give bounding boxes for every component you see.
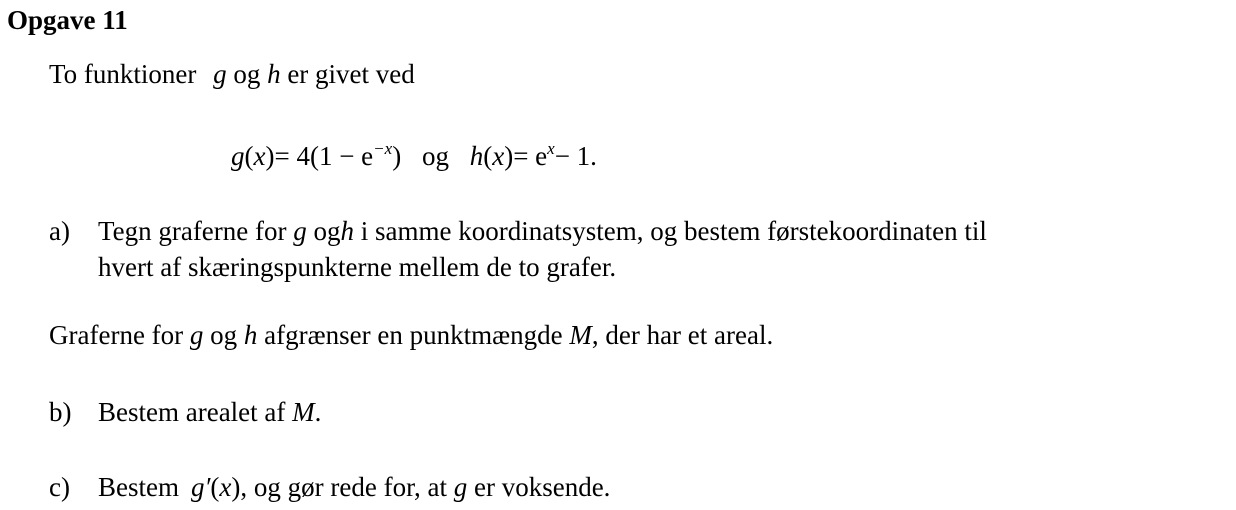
question-c-x: x bbox=[219, 472, 232, 502]
intro-h: h bbox=[267, 59, 281, 89]
question-c-middle: , og gør rede for, at bbox=[240, 472, 447, 502]
intro-text-end: er givet ved bbox=[287, 59, 415, 89]
area-statement bbox=[49, 318, 773, 352]
question-a-h: h bbox=[340, 216, 354, 246]
question-a-og: og bbox=[313, 216, 341, 246]
statement-h: h bbox=[243, 320, 258, 350]
g-exponent: −x bbox=[373, 139, 393, 158]
statement-M: M bbox=[569, 320, 592, 350]
question-c-text-end: er voksende. bbox=[473, 472, 611, 502]
question-a-g: g bbox=[293, 216, 307, 246]
h-rhs-start: = e bbox=[513, 141, 548, 171]
h-variable: x bbox=[492, 141, 505, 171]
question-c-gprime: g′ bbox=[191, 472, 211, 502]
intro-g: g bbox=[213, 59, 227, 89]
statement-start: Graferne for bbox=[49, 320, 184, 350]
statement-g: g bbox=[189, 320, 204, 350]
question-b-text-start: Bestem arealet af bbox=[98, 397, 286, 427]
question-c-paren-close: ) bbox=[231, 472, 241, 502]
h-paren-close: ) bbox=[504, 141, 514, 171]
h-rhs-end: − 1. bbox=[554, 141, 597, 171]
question-c-text-start: Bestem bbox=[98, 472, 179, 502]
question-b-M: M bbox=[292, 397, 315, 427]
question-c-g: g bbox=[453, 472, 468, 502]
question-a-label: a) bbox=[49, 216, 70, 246]
g-variable: x bbox=[253, 141, 266, 171]
question-c-label: c) bbox=[49, 472, 70, 502]
h-function-name: h bbox=[469, 141, 484, 171]
g-rhs-start: = 4(1 − e bbox=[274, 141, 374, 171]
g-function-name: g bbox=[231, 141, 245, 171]
g-paren-close: ) bbox=[265, 141, 275, 171]
question-c-paren-open: ( bbox=[210, 472, 220, 502]
question-a-text-start: Tegn graferne for bbox=[98, 216, 287, 246]
g-rhs-end: ) bbox=[392, 141, 402, 171]
question-b-text bbox=[98, 394, 321, 430]
h-exponent: x bbox=[547, 139, 555, 158]
statement-end: , der har et areal. bbox=[591, 320, 774, 350]
statement-middle: afgrænser en punktmængde bbox=[264, 320, 563, 350]
question-c-text bbox=[98, 469, 610, 505]
function-definitions bbox=[231, 139, 597, 177]
formula-og: og bbox=[421, 141, 449, 171]
exercise-title: Opgave 11 bbox=[7, 5, 128, 35]
h-paren-open: ( bbox=[483, 141, 493, 171]
intro-og: og bbox=[233, 59, 261, 89]
intro-text-start: To funktioner bbox=[49, 59, 197, 89]
question-b-label: b) bbox=[49, 397, 72, 427]
statement-og: og bbox=[210, 320, 238, 350]
question-a-line-1 bbox=[98, 213, 987, 249]
question-a-text-end: i samme koordinatsystem, og bestem førstekoordinaten til bbox=[360, 216, 987, 246]
question-a-line-2: hvert af skæringspunkterne mellem de to grafer. bbox=[98, 252, 617, 282]
intro-line bbox=[49, 57, 415, 91]
g-paren-open: ( bbox=[244, 141, 254, 171]
question-b-text-end: . bbox=[314, 397, 322, 427]
